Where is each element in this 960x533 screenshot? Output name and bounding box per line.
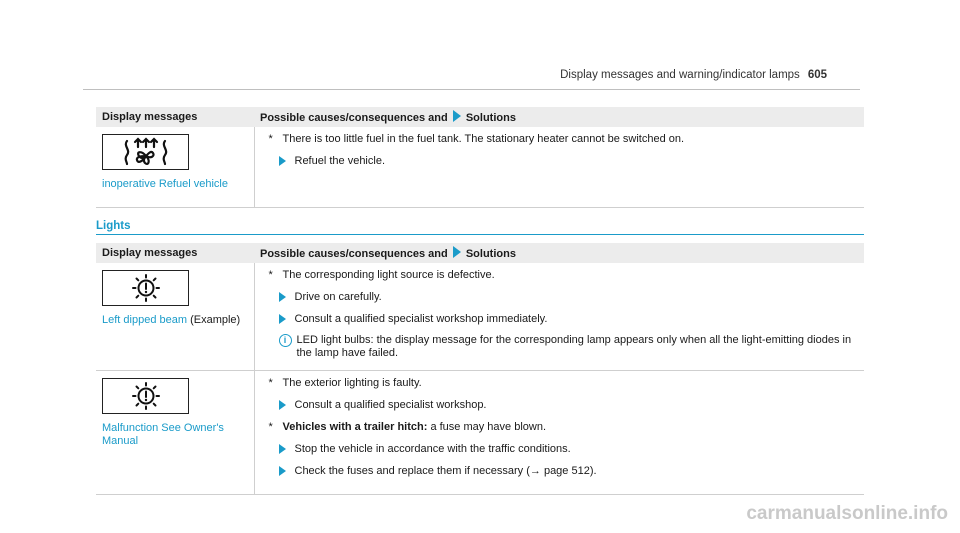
solution-step	[269, 154, 857, 168]
page-header-title: Display messages and warning/indicator lamps	[560, 69, 800, 81]
solution-step	[269, 290, 857, 304]
col-header-display-messages: Display messages	[96, 107, 254, 127]
cause-item	[269, 376, 857, 390]
col-header-display-messages: Display messages	[96, 243, 254, 263]
bullet-icon: *	[268, 377, 273, 389]
solution-text: Refuel the vehicle.	[294, 155, 385, 167]
solution-step	[269, 464, 857, 478]
watermark: carmanualsonline.info	[746, 503, 948, 524]
col-header-causes	[254, 107, 864, 127]
solution-step	[269, 312, 857, 326]
display-message-text	[102, 314, 248, 327]
info-icon: i	[279, 334, 292, 347]
info-note	[269, 334, 857, 360]
display-message-text: Malfunction See Owner's Manual	[102, 422, 224, 447]
bullet-icon: *	[268, 133, 273, 145]
col-header-solutions-label: Solutions	[465, 248, 516, 260]
cause-item	[269, 132, 857, 146]
table-row	[96, 263, 864, 371]
bullet-icon: *	[268, 421, 273, 433]
display-messages-table-lights	[96, 243, 864, 495]
solution-text: Drive on carefully.	[294, 291, 382, 303]
cause-text: There is too little fuel in the fuel tank. The stationary heater cannot be switched on.	[282, 133, 685, 145]
table-row	[96, 371, 864, 495]
solution-text: Consult a qualified specialist workshop immediately.	[294, 313, 548, 325]
solution-text: Consult a qualified specialist workshop.	[294, 399, 487, 411]
arrow-icon	[453, 246, 461, 258]
step-arrow-icon	[279, 466, 286, 476]
causes-cell	[254, 263, 864, 371]
cause-text: The exterior lighting is faulty.	[282, 377, 422, 389]
note-text: LED light bulbs: the display message for the corresponding lamp appears only when all the light-emitting diodes in the lamp have failed.	[296, 334, 852, 359]
step-arrow-icon	[279, 400, 286, 410]
solution-step	[269, 398, 857, 412]
display-messages-table-heater	[96, 107, 864, 208]
light-malfunction-icon	[102, 270, 189, 306]
step-arrow-icon	[279, 156, 286, 166]
table-row	[96, 127, 864, 207]
heater-fan-icon	[102, 134, 189, 170]
bullet-icon: *	[268, 269, 273, 281]
arrow-icon	[453, 110, 461, 122]
cause-item	[269, 420, 857, 434]
col-header-causes	[254, 243, 864, 263]
step-arrow-icon	[279, 444, 286, 454]
page-number: 605	[807, 69, 827, 81]
section-title-lights: Lights	[96, 220, 131, 232]
display-message-suffix: (Example)	[190, 314, 241, 326]
solution-text: Stop the vehicle in accordance with the traffic conditions.	[294, 443, 571, 455]
display-message-cell	[96, 263, 254, 371]
header-divider	[83, 89, 860, 90]
step-arrow-icon	[279, 314, 286, 324]
cause-condition: Vehicles with a trailer hitch:	[282, 421, 428, 433]
col-header-causes-label: Possible causes/consequences and	[260, 248, 448, 260]
solution-text: Check the fuses and replace them if necessary (→ page 512).	[294, 465, 597, 477]
page-header	[560, 69, 827, 81]
solution-step	[269, 442, 857, 456]
col-header-solutions-label: Solutions	[465, 112, 516, 124]
cause-text: a fuse may have blown.	[430, 421, 547, 433]
light-malfunction-icon	[102, 378, 189, 414]
col-header-causes-label: Possible causes/consequences and	[260, 112, 448, 124]
display-message-text: inoperative Refuel vehicle	[102, 178, 228, 190]
causes-cell	[254, 127, 864, 207]
step-arrow-icon	[279, 292, 286, 302]
display-message-cell	[96, 127, 254, 207]
display-message-label: Left dipped beam	[102, 314, 188, 326]
cause-text: The corresponding light source is defective.	[282, 269, 495, 281]
section-divider	[96, 234, 864, 235]
cause-item	[269, 268, 857, 282]
display-message-cell	[96, 371, 254, 495]
causes-cell	[254, 371, 864, 495]
